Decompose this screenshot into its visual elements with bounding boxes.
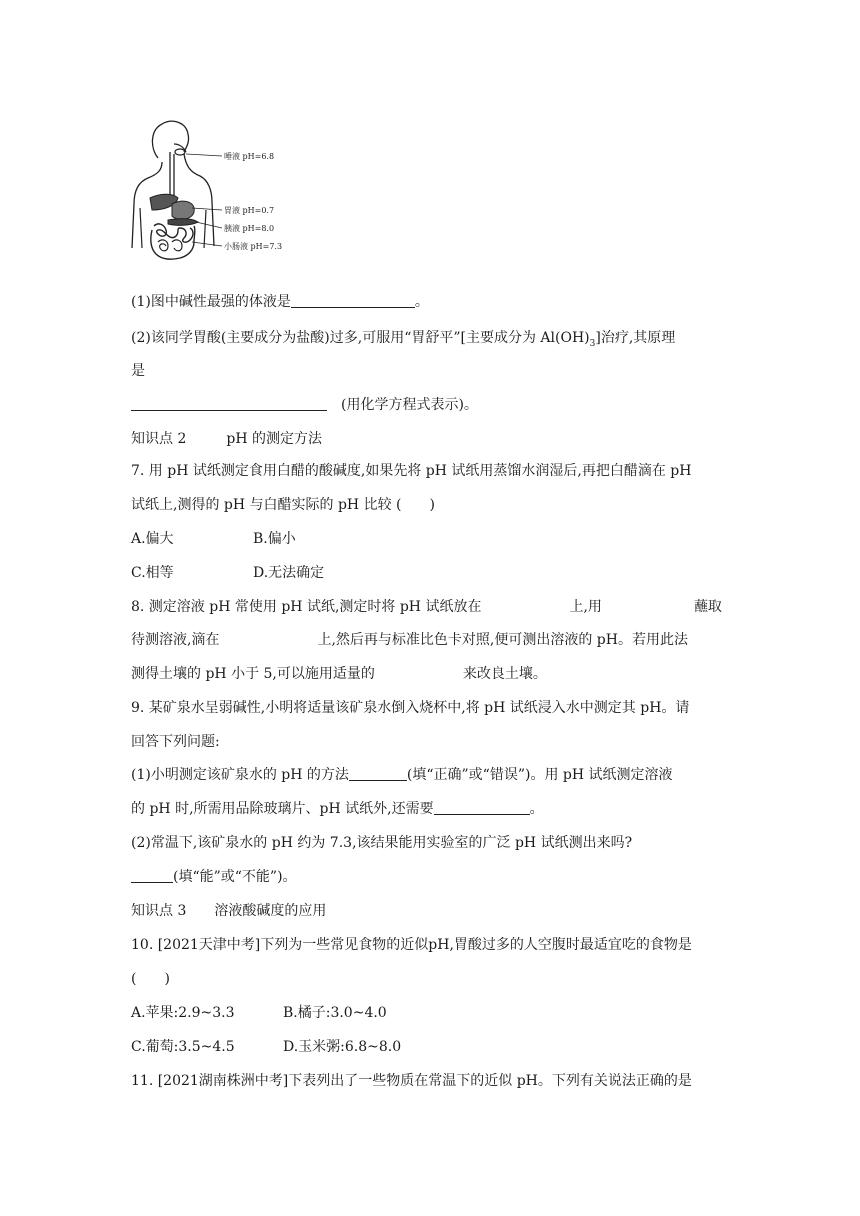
q9-line5: (2)常温下,该矿泉水的 pH 约为 7.3,该结果能用实验室的广泛 pH 试纸测出来吗?	[131, 835, 633, 851]
q6-part1-blank[interactable]	[291, 293, 415, 308]
q6-part2-text-b: ]治疗,其原理	[595, 330, 676, 346]
kp2-label: 知识点 2	[131, 431, 187, 447]
kp3-label: 知识点 3	[131, 903, 187, 919]
q7-option-b[interactable]: B.偏小	[253, 531, 296, 547]
q6-subscript: 3	[589, 338, 596, 349]
q7-option-c[interactable]: C.相等	[131, 565, 174, 581]
q8-text-b: 上,用	[569, 599, 602, 615]
q9-line3	[131, 766, 673, 784]
q8-text-g: 来改良土壤。	[462, 666, 547, 682]
q8-text-a: 8. 测定溶液 pH 常使用 pH 试纸,测定时将 pH 试纸放在	[131, 599, 482, 615]
kp3-title: 溶液酸碱度的应用	[214, 903, 327, 919]
q7-options-row2	[131, 564, 324, 582]
knowledge-point-3-heading	[131, 902, 326, 920]
q10-options-row1	[131, 1004, 387, 1022]
q9-blank-1[interactable]	[349, 766, 407, 781]
q8-text-d: 待测溶液,滴在	[131, 632, 220, 648]
q9-line2: 回答下列问题:	[131, 734, 220, 750]
q9-text-e: (填“能”或“不能”)。	[173, 869, 297, 885]
q6-part1-text: (1)图中碱性最强的体液是	[131, 294, 291, 310]
q7-option-a[interactable]: A.偏大	[131, 531, 174, 547]
q7-line1: 7. 用 pH 试纸测定食用白醋的酸碱度,如果先将 pH 试纸用蒸馏水润湿后,再把白醋滴在 pH	[131, 463, 692, 479]
q10-option-a[interactable]: A.苹果:2.9~3.3	[131, 1005, 235, 1021]
q9-blank-3[interactable]	[131, 868, 173, 883]
q6-part2-line1	[131, 329, 675, 347]
q10-option-c[interactable]: C.葡萄:3.5~4.5	[131, 1039, 235, 1055]
q7-option-d[interactable]: D.无法确定	[253, 565, 325, 581]
q9-text-b: (填“正确”或“错误”)。用 pH 试纸测定溶液	[406, 767, 673, 783]
q9-text-c: 的 pH 时,所需用品除玻璃片、pH 试纸外,还需要	[131, 801, 434, 817]
q9-text-a: (1)小明测定该矿泉水的 pH 的方法	[131, 767, 349, 783]
q9-text-d: 。	[529, 801, 544, 817]
q9-line1: 9. 某矿泉水呈弱碱性,小明将适量该矿泉水倒入烧杯中,将 pH 试纸浸入水中测定其 pH。请	[131, 700, 690, 716]
q6-part2-line3	[131, 396, 478, 414]
q6-equation-hint: (用化学方程式表示)。	[341, 397, 478, 413]
q8-line1	[131, 598, 722, 616]
gastric-juice-label: 胃液 pH=0.7	[224, 206, 275, 215]
intestinal-juice-label: 小肠液 pH=7.3	[224, 242, 283, 251]
q10-line2: ( )	[131, 971, 170, 987]
q8-line3	[131, 665, 547, 683]
saliva-label: 唾液 pH=6.8	[224, 152, 275, 161]
kp2-title: pH 的测定方法	[226, 431, 322, 447]
q8-line2	[131, 631, 688, 649]
q10-options-row2	[131, 1038, 401, 1056]
q11-line1: 11. [2021湖南株洲中考]下表列出了一些物质在常温下的近似 pH。下列有关说法正确的是	[131, 1073, 692, 1089]
q6-equation-blank[interactable]	[131, 396, 327, 411]
q9-line4	[131, 800, 544, 818]
q10-option-b[interactable]: B.橘子:3.0~4.0	[283, 1005, 387, 1021]
q6-part1	[131, 293, 429, 311]
q6-part1-suffix: 。	[414, 294, 429, 310]
q8-text-f: 测得土壤的 pH 小于 5,可以施用适量的	[131, 666, 375, 682]
q7-line2: 试纸上,测得的 pH 与白醋实际的 pH 比较 ( )	[131, 497, 435, 513]
q6-part2-text-a: (2)该同学胃酸(主要成分为盐酸)过多,可服用“胃舒平”[主要成分为 Al(OH)	[131, 330, 590, 346]
q10-option-d[interactable]: D.玉米粥:6.8~8.0	[283, 1039, 402, 1055]
q10-line1: 10. [2021天津中考]下列为一些常见食物的近似pH,胃酸过多的人空腹时最适宜吃的食物是	[131, 937, 692, 953]
knowledge-point-2-heading	[131, 430, 322, 448]
q8-text-e: 上,然后再与标准比色卡对照,便可测出溶液的 pH。若用此法	[317, 632, 688, 648]
digestive-system-figure	[128, 118, 288, 278]
pancreatic-juice-label: 胰液 pH=8.0	[224, 224, 275, 233]
digestive-system-diagram	[128, 118, 288, 278]
q7-options-row1	[131, 530, 296, 548]
q9-line6	[131, 868, 297, 886]
q9-blank-2[interactable]	[434, 800, 530, 815]
q6-part2-line2: 是	[131, 363, 145, 379]
q8-text-c: 蘸取	[693, 599, 722, 615]
